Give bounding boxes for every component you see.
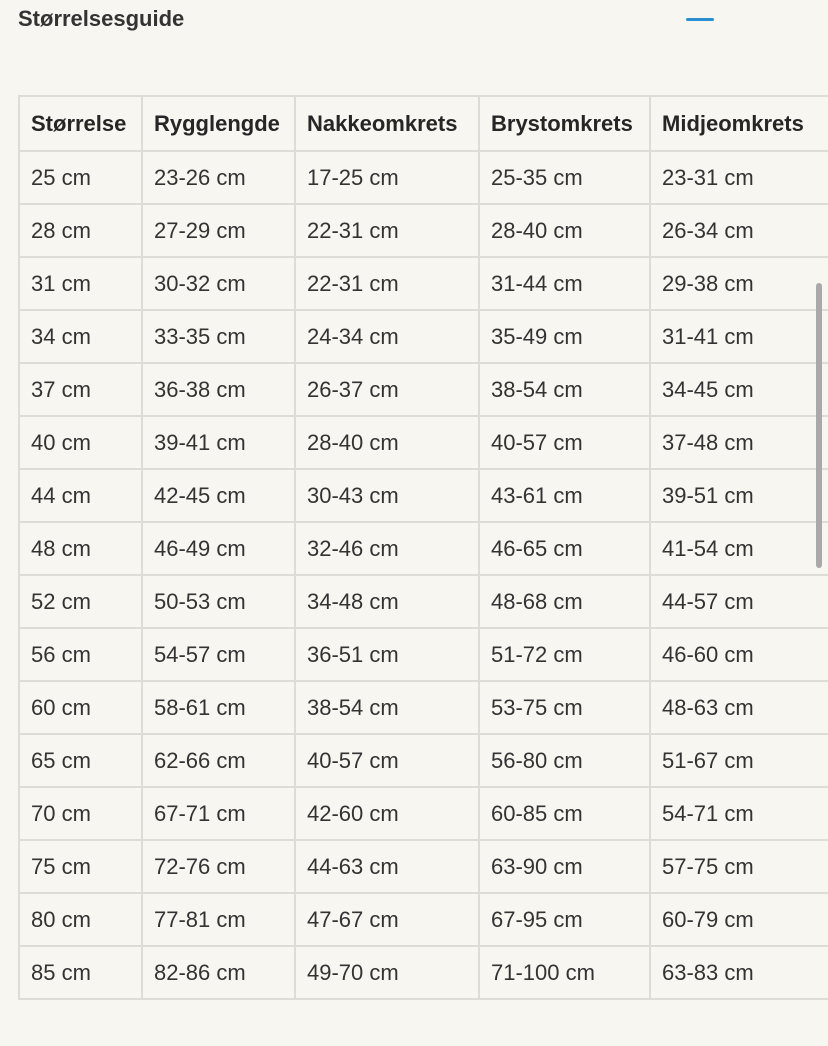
- cell-back-length: 33-35 cm: [142, 310, 295, 363]
- cell-chest: 71-100 cm: [479, 946, 650, 999]
- cell-size: 48 cm: [19, 522, 142, 575]
- cell-back-length: 82-86 cm: [142, 946, 295, 999]
- cell-back-length: 54-57 cm: [142, 628, 295, 681]
- cell-neck: 30-43 cm: [295, 469, 479, 522]
- cell-neck: 42-60 cm: [295, 787, 479, 840]
- cell-neck: 28-40 cm: [295, 416, 479, 469]
- cell-back-length: 36-38 cm: [142, 363, 295, 416]
- cell-back-length: 23-26 cm: [142, 151, 295, 204]
- cell-chest: 63-90 cm: [479, 840, 650, 893]
- cell-chest: 56-80 cm: [479, 734, 650, 787]
- cell-waist: 44-57 cm: [650, 575, 828, 628]
- cell-back-length: 39-41 cm: [142, 416, 295, 469]
- table-row: [19, 257, 828, 310]
- cell-size: 75 cm: [19, 840, 142, 893]
- cell-size: 34 cm: [19, 310, 142, 363]
- cell-size: 80 cm: [19, 893, 142, 946]
- table-body: [19, 151, 828, 999]
- cell-chest: 25-35 cm: [479, 151, 650, 204]
- size-guide-header: [0, 0, 828, 60]
- cell-size: 56 cm: [19, 628, 142, 681]
- table-row: [19, 310, 828, 363]
- cell-chest: 46-65 cm: [479, 522, 650, 575]
- table-row: [19, 363, 828, 416]
- column-header-back-length: Rygglengde: [142, 96, 295, 151]
- size-table: [18, 95, 828, 1000]
- cell-back-length: 46-49 cm: [142, 522, 295, 575]
- cell-waist: 60-79 cm: [650, 893, 828, 946]
- cell-back-length: 62-66 cm: [142, 734, 295, 787]
- cell-neck: 47-67 cm: [295, 893, 479, 946]
- table-row: [19, 946, 828, 999]
- cell-waist: 37-48 cm: [650, 416, 828, 469]
- cell-waist: 57-75 cm: [650, 840, 828, 893]
- cell-back-length: 77-81 cm: [142, 893, 295, 946]
- cell-chest: 43-61 cm: [479, 469, 650, 522]
- cell-size: 65 cm: [19, 734, 142, 787]
- cell-chest: 40-57 cm: [479, 416, 650, 469]
- cell-size: 52 cm: [19, 575, 142, 628]
- cell-size: 85 cm: [19, 946, 142, 999]
- table-header-row: [19, 96, 828, 151]
- cell-waist: 51-67 cm: [650, 734, 828, 787]
- cell-chest: 35-49 cm: [479, 310, 650, 363]
- cell-size: 25 cm: [19, 151, 142, 204]
- cell-chest: 48-68 cm: [479, 575, 650, 628]
- table-row: [19, 204, 828, 257]
- cell-neck: 22-31 cm: [295, 204, 479, 257]
- cell-back-length: 67-71 cm: [142, 787, 295, 840]
- cell-neck: 24-34 cm: [295, 310, 479, 363]
- table-row: [19, 893, 828, 946]
- cell-waist: 34-45 cm: [650, 363, 828, 416]
- table-row: [19, 840, 828, 893]
- cell-back-length: 42-45 cm: [142, 469, 295, 522]
- cell-neck: 34-48 cm: [295, 575, 479, 628]
- cell-waist: 46-60 cm: [650, 628, 828, 681]
- cell-back-length: 58-61 cm: [142, 681, 295, 734]
- cell-neck: 32-46 cm: [295, 522, 479, 575]
- cell-chest: 31-44 cm: [479, 257, 650, 310]
- table-row: [19, 151, 828, 204]
- cell-neck: 26-37 cm: [295, 363, 479, 416]
- cell-neck: 40-57 cm: [295, 734, 479, 787]
- cell-back-length: 30-32 cm: [142, 257, 295, 310]
- cell-size: 37 cm: [19, 363, 142, 416]
- cell-chest: 67-95 cm: [479, 893, 650, 946]
- minus-icon: [686, 18, 714, 21]
- cell-size: 28 cm: [19, 204, 142, 257]
- table-row: [19, 628, 828, 681]
- cell-chest: 60-85 cm: [479, 787, 650, 840]
- cell-back-length: 27-29 cm: [142, 204, 295, 257]
- table-row: [19, 469, 828, 522]
- table-row: [19, 787, 828, 840]
- cell-waist: 39-51 cm: [650, 469, 828, 522]
- cell-chest: 51-72 cm: [479, 628, 650, 681]
- cell-size: 60 cm: [19, 681, 142, 734]
- column-header-size: Størrelse: [19, 96, 142, 151]
- table-row: [19, 522, 828, 575]
- cell-back-length: 50-53 cm: [142, 575, 295, 628]
- cell-neck: 38-54 cm: [295, 681, 479, 734]
- table-row: [19, 575, 828, 628]
- scrollbar[interactable]: [816, 283, 822, 568]
- cell-size: 31 cm: [19, 257, 142, 310]
- cell-waist: 48-63 cm: [650, 681, 828, 734]
- cell-chest: 38-54 cm: [479, 363, 650, 416]
- cell-size: 40 cm: [19, 416, 142, 469]
- page-title: Størrelsesguide: [18, 6, 185, 31]
- size-table-container: [18, 95, 828, 1030]
- table-row: [19, 416, 828, 469]
- cell-neck: 49-70 cm: [295, 946, 479, 999]
- cell-waist: 41-54 cm: [650, 522, 828, 575]
- cell-back-length: 72-76 cm: [142, 840, 295, 893]
- column-header-neck: Nakkeomkrets: [295, 96, 479, 151]
- cell-neck: 44-63 cm: [295, 840, 479, 893]
- column-header-chest: Brystomkrets: [479, 96, 650, 151]
- cell-chest: 28-40 cm: [479, 204, 650, 257]
- cell-waist: 54-71 cm: [650, 787, 828, 840]
- collapse-button[interactable]: [678, 4, 722, 34]
- cell-waist: 31-41 cm: [650, 310, 828, 363]
- cell-size: 44 cm: [19, 469, 142, 522]
- cell-neck: 17-25 cm: [295, 151, 479, 204]
- cell-neck: 36-51 cm: [295, 628, 479, 681]
- cell-chest: 53-75 cm: [479, 681, 650, 734]
- cell-waist: 26-34 cm: [650, 204, 828, 257]
- cell-waist: 63-83 cm: [650, 946, 828, 999]
- cell-size: 70 cm: [19, 787, 142, 840]
- cell-waist: 29-38 cm: [650, 257, 828, 310]
- cell-waist: 23-31 cm: [650, 151, 828, 204]
- cell-neck: 22-31 cm: [295, 257, 479, 310]
- table-row: [19, 734, 828, 787]
- table-row: [19, 681, 828, 734]
- column-header-waist: Midjeomkrets: [650, 96, 828, 151]
